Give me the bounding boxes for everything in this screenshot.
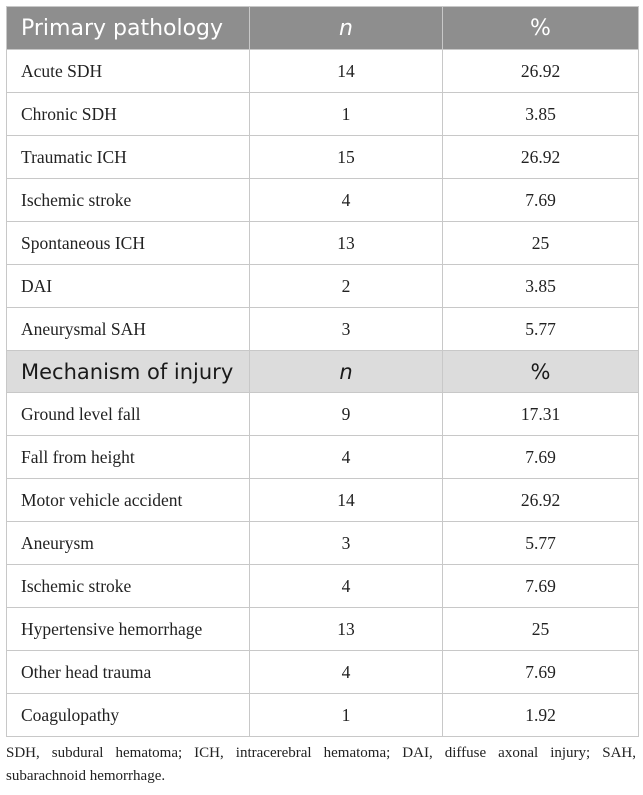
header-n: n [250,7,443,50]
row-percent: 26.92 [443,136,639,179]
row-percent: 7.69 [443,436,639,479]
pathology-table [6,6,639,737]
row-n: 2 [250,265,443,308]
row-n: 4 [250,179,443,222]
row-n: 3 [250,308,443,351]
row-label: Ischemic stroke [7,565,250,608]
row-n: 4 [250,651,443,694]
row-label: Hypertensive hemorrhage [7,608,250,651]
row-percent: 3.85 [443,265,639,308]
row-n: 13 [250,222,443,265]
row-label: Ground level fall [7,393,250,436]
row-label: Motor vehicle accident [7,479,250,522]
row-n: 4 [250,436,443,479]
table-row [7,265,639,308]
row-percent: 25 [443,608,639,651]
row-percent: 1.92 [443,694,639,737]
row-n: 15 [250,136,443,179]
row-percent: 5.77 [443,522,639,565]
header-mechanism-of-injury: Mechanism of injury [7,351,250,393]
row-n: 9 [250,393,443,436]
header-row-primary-pathology [7,7,639,50]
row-percent: 5.77 [443,308,639,351]
row-label: Spontaneous ICH [7,222,250,265]
row-n: 14 [250,50,443,93]
row-label: Other head trauma [7,651,250,694]
header-percent: % [443,7,639,50]
row-percent: 17.31 [443,393,639,436]
row-percent: 7.69 [443,565,639,608]
table-row [7,651,639,694]
table-row [7,308,639,351]
header-primary-pathology: Primary pathology [7,7,250,50]
table-row [7,479,639,522]
row-n: 1 [250,694,443,737]
row-label: Chronic SDH [7,93,250,136]
table-row [7,393,639,436]
table-footnote: SDH, subdural hematoma; ICH, intracerebral hematoma; DAI, diffuse axonal injury; SAH, subarachnoid hemorrhage. [6,745,636,784]
table-row [7,436,639,479]
header-row-mechanism-of-injury [7,351,639,393]
row-percent: 7.69 [443,651,639,694]
table-row [7,136,639,179]
data-table-container [6,6,638,737]
row-label: Coagulopathy [7,694,250,737]
row-label: Aneurysmal SAH [7,308,250,351]
row-n: 1 [250,93,443,136]
table-row [7,522,639,565]
row-percent: 26.92 [443,50,639,93]
row-label: Fall from height [7,436,250,479]
row-label: DAI [7,265,250,308]
row-label: Aneurysm [7,522,250,565]
row-percent: 26.92 [443,479,639,522]
row-label: Acute SDH [7,50,250,93]
table-row [7,179,639,222]
header-percent: % [443,351,639,393]
row-percent: 7.69 [443,179,639,222]
row-percent: 3.85 [443,93,639,136]
row-label: Traumatic ICH [7,136,250,179]
row-percent: 25 [443,222,639,265]
row-n: 3 [250,522,443,565]
table-row [7,565,639,608]
row-label: Ischemic stroke [7,179,250,222]
row-n: 13 [250,608,443,651]
table-row [7,93,639,136]
row-n: 4 [250,565,443,608]
header-n: n [250,351,443,393]
table-row [7,222,639,265]
row-n: 14 [250,479,443,522]
table-row [7,50,639,93]
table-row [7,608,639,651]
table-row [7,694,639,737]
